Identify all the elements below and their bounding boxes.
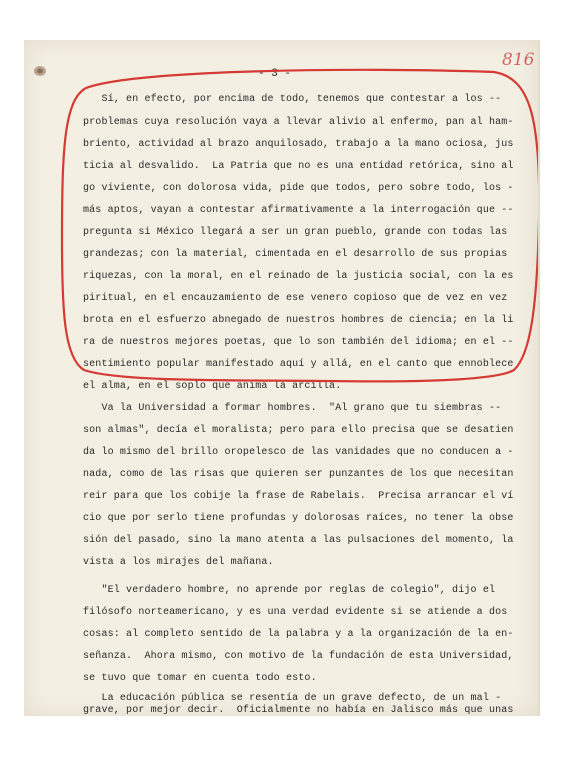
text-line: grandezas; con la material, cimentada en el desarrollo de sus propias xyxy=(83,249,508,260)
text-line: el alma, en el soplo que anima la arcilla. xyxy=(83,381,342,392)
text-line: cio que por serlo tiene profundas y dolorosas raíces, no tener la obse xyxy=(83,513,514,524)
document-page xyxy=(24,40,540,716)
text-line: filósofo norteamericano, y es una verdad evidente si se atiende a dos xyxy=(83,607,508,618)
text-line: se tuvo que tomar en cuenta todo esto. xyxy=(83,673,317,684)
text-line: piritual, en el encauzamiento de ese venero copioso que de vez en vez xyxy=(83,293,508,304)
text-line: La educación pública se resentía de un grave defecto, de un mal - xyxy=(83,693,502,704)
text-line: Sí, en efecto, por encima de todo, tenemos que contestar a los -- xyxy=(83,94,502,105)
text-line: ra de nuestros mejores poetas, que lo son también del idioma; en el -- xyxy=(83,337,514,348)
text-line: nada, como de las risas que quieren ser punzantes de los que necesitan xyxy=(83,469,514,480)
text-line: riquezas, con la moral, en el reinado de la justicia social, con la es xyxy=(83,271,514,282)
text-line: grave, por mejor decir. Oficialmente no había en Jalisco más que unas xyxy=(83,705,514,716)
text-line: "El verdadero hombre, no aprende por reglas de colegio", dijo el xyxy=(83,585,496,596)
text-line: brota en el esfuerzo abnegado de nuestros hombres de ciencia; en la li xyxy=(83,315,514,326)
text-line: más aptos, vayan a contestar afirmativamente a la interrogación que -- xyxy=(83,205,514,216)
archive-number: 816 xyxy=(502,50,535,70)
page-number: - 3 - xyxy=(258,68,292,80)
text-line: sión del pasado, sino la mano atenta a las pulsaciones del momento, la xyxy=(83,535,514,546)
text-line: briento, actividad al brazo anquilosado, trabajo a la mano ociosa, jus xyxy=(83,139,514,150)
text-line: problemas cuya resolución vaya a llevar alivio al enfermo, pan al ham- xyxy=(83,117,514,128)
text-line: vista a los mirajes del mañana. xyxy=(83,557,274,568)
text-line: Va la Universidad a formar hombres. "Al grano que tu siembras -- xyxy=(83,403,502,414)
text-line: reir para que los cobije la frase de Rabelais. Precisa arrancar el ví xyxy=(83,491,514,502)
text-line: da lo mismo del brillo oropelesco de las vanidades que no conducen a - xyxy=(83,447,514,458)
punch-hole-stain xyxy=(33,64,49,83)
text-line: sentimiento popular manifestado aquí y allá, en el canto que ennoblece xyxy=(83,359,514,370)
text-line: señanza. Ahora mismo, con motivo de la fundación de esta Universidad, xyxy=(83,651,514,662)
text-line: pregunta si México llegará a ser un gran pueblo, grande con todas las xyxy=(83,227,508,238)
text-line: ticia al desvalido. La Patria que no es una entidad retórica, sino al xyxy=(83,161,514,172)
text-line: cosas: al completo sentido de la palabra y a la organización de la en- xyxy=(83,629,514,640)
text-line: son almas", decía el moralista; pero para ello precisa que se desatien xyxy=(83,425,514,436)
text-line: go viviente, con dolorosa vida, pide que todos, pero sobre todo, los - xyxy=(83,183,514,194)
